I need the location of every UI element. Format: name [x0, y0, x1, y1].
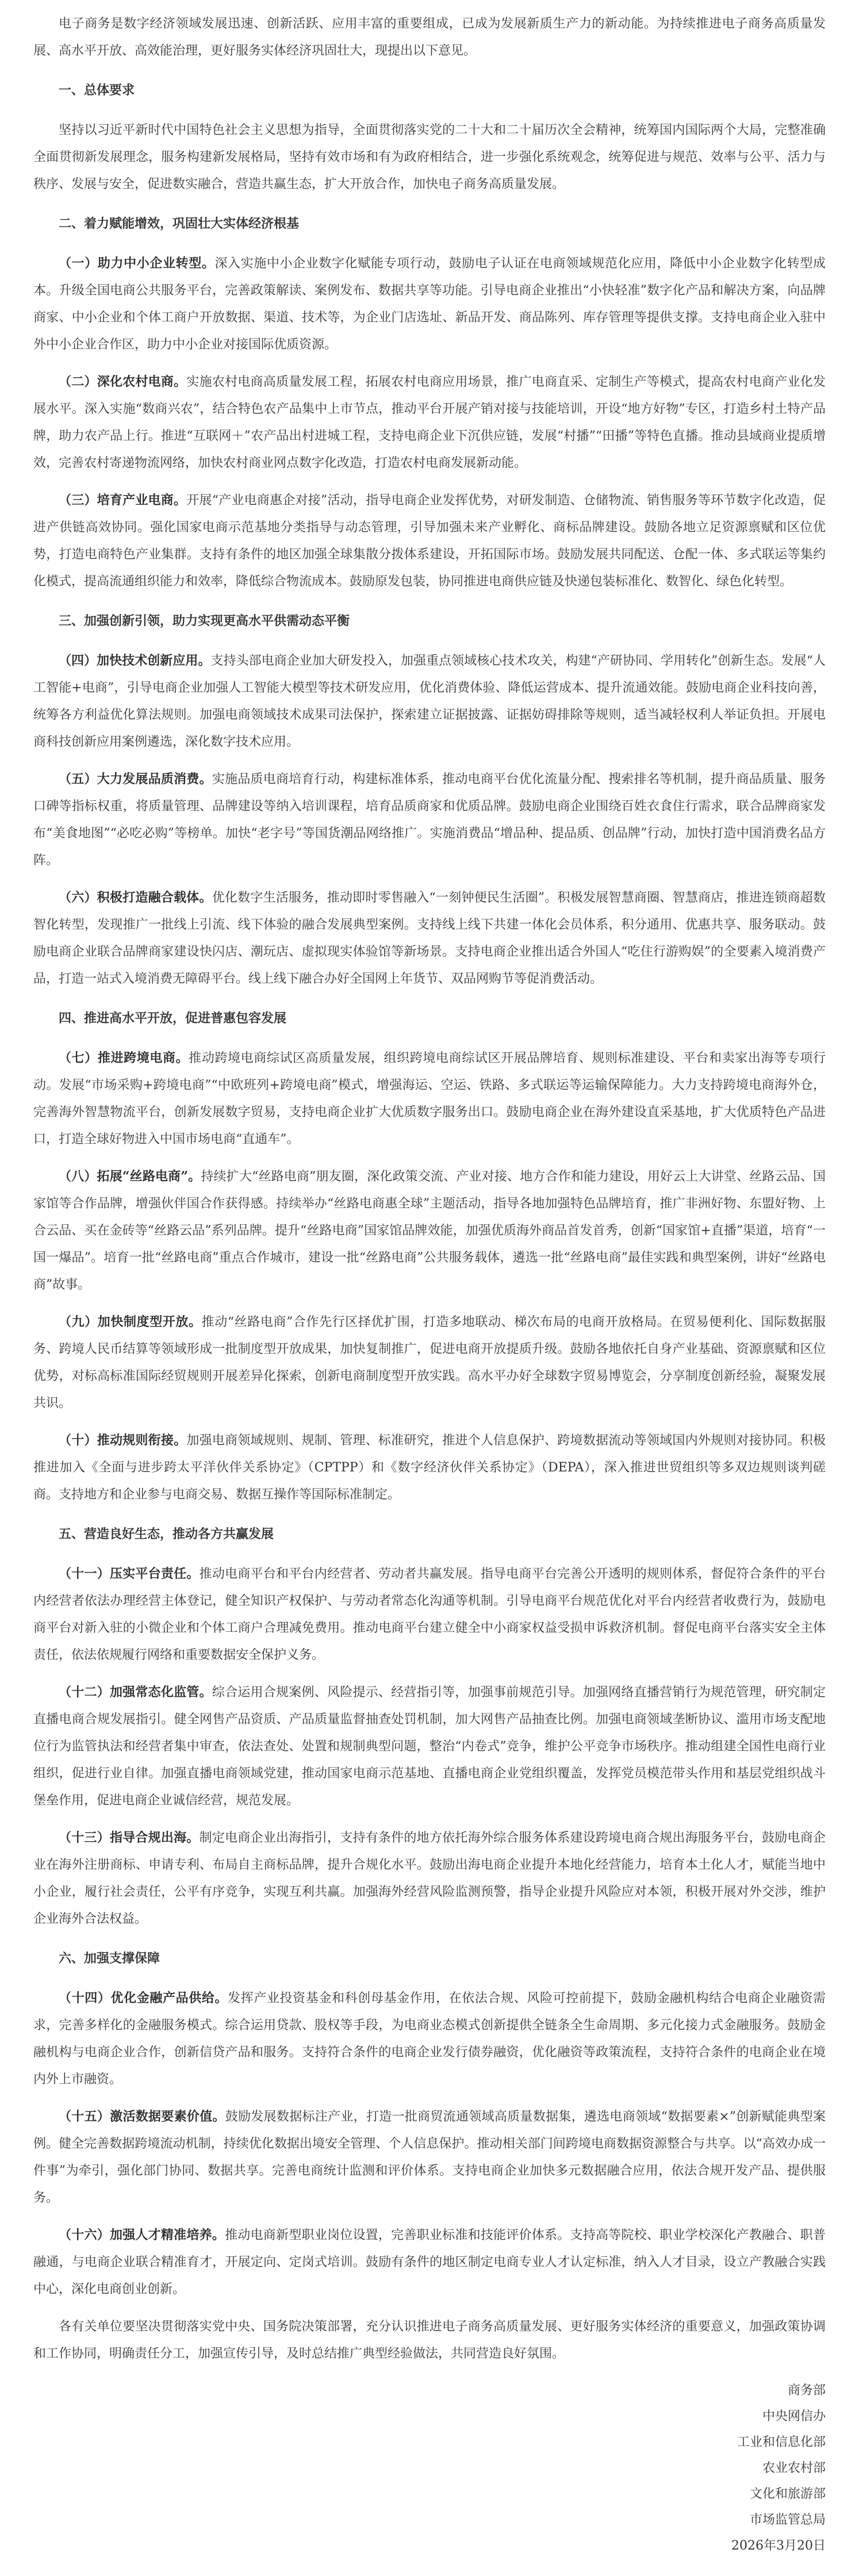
item-label: （一）助力中小企业转型。 — [59, 256, 215, 271]
item-label: （十）推动规则衔接。 — [59, 1433, 187, 1448]
item-label: （九）加快制度型开放。 — [59, 1314, 202, 1329]
paragraph — [33, 1985, 826, 2093]
paragraph-text: 实施农村电商高质量发展工程，拓展农村电商应用场景，推广电商直采、定制生产等模式，提高农村电商产业化发展水平。深入实施“数商兴农”，结合特色农产品集中上市节点，推动平台开展产销对接与技能培训，开设“地方好物”专区，打造乡村土特产品牌，助力农产品上行。推进“互联网＋”农产品出村进城工程，支持电商企业下沉供应链，发展“村播”“田播”等特色直播。推动县域商业提质增效，完善农村寄递物流网络，加快农村商业网点数字化改造，打造农村电商发展新动能。 — [33, 375, 826, 470]
closing-paragraph — [33, 2313, 826, 2367]
paragraph-text: 持续扩大“丝路电商”朋友圈，深化政策交流、产业对接、地方合作和能力建设，用好云上大讲堂、丝路云品、国家馆等合作品牌，增强伙伴国合作获得感。持续举办“丝路电商惠全球”主题活动，指导各地加强特色品牌培育，推广非洲好物、东盟好物、上合云品、买在金砖等“丝路云品”系列品牌。提升“丝路电商”国家馆品牌效能，加强优质海外商品首发首秀，创新“国家馆+直播”渠道，培育“一国一爆品”。培育一批“丝路电商”重点合作城市，建设一批“丝路电商”公共服务载体，遴选一批“丝路电商”最佳实践和典型案例，讲好“丝路电商”故事。 — [33, 1170, 826, 1292]
item-label: （五）大力发展品质消费。 — [59, 772, 212, 787]
section-heading-3: 三、加强创新引领，助力实现更高水平供需动态平衡 — [59, 614, 350, 628]
paragraph — [33, 647, 826, 756]
section-heading-2: 二、着力赋能增效，巩固壮大实体经济根基 — [59, 216, 300, 231]
section-heading-1: 一、总体要求 — [59, 83, 135, 98]
item-label: （三）培育产业电商。 — [59, 493, 187, 508]
paragraph-text: 发挥产业投资基金和科创母基金作用，在依法合规、风险可控前提下，鼓励金融机构结合电商企业融资需求，完善多样化的金融服务模式。综合运用贷款、股权等手段，为电商业态模式创新提供全链条全生命周期、多元化接力式金融服务。鼓励金融机构与电商企业合作，创新信贷产品和服务。支持符合条件的电商企业发行债券融资，优化融资等政策流程，支持符合条件的电商企业在境内外上市融资。 — [33, 1991, 826, 2087]
item-label: （十三）指导合规出海。 — [59, 1830, 200, 1845]
paragraph-text: 加强电商领域规则、规制、管理、标准研究，推进个人信息保护、跨境数据流动等领域国内外规则对接协同。积极推进加入《全面与进步跨太平洋伙伴关系协定》（CPTPP）和《数字经济伙伴关系协定》（DEPA），深入推进世贸组织等多双边规则谈判磋商。支持地方和企业参与电商交易、数据互操作等国际标准制定。 — [33, 1433, 826, 1502]
paragraph — [33, 1824, 826, 1933]
paragraph — [33, 369, 826, 477]
paragraph — [33, 2222, 826, 2303]
intro-paragraph — [33, 10, 826, 64]
item-label: （十五）激活数据要素价值。 — [59, 2109, 225, 2124]
paragraph-text: 实施品质电商培育行动，构建标准体系，推动电商平台优化流量分配、搜索排名等机制，提升商品质量、服务口碑等指标权重，将质量管理、品牌建设等纳入培训课程，培育品质商家和优质品牌。鼓励电商企业围绕百姓衣食住行需求，联合品牌商家发布“美食地图”“必吃必购”等榜单。加快“老字号”等国货潮品网络推广。实施消费品“增品种、提品质、创品牌”行动，加快打造中国消费名品方阵。 — [33, 772, 826, 868]
paragraph — [33, 1163, 826, 1298]
signature-line: 商务部 — [787, 2383, 826, 2398]
paragraph — [33, 1045, 826, 1153]
signature-line: 农业农村部 — [762, 2461, 826, 2475]
signature-line: 中央网信办 — [762, 2409, 826, 2424]
paragraph — [33, 487, 826, 595]
signature-block — [33, 2378, 826, 2559]
paragraph — [33, 1309, 826, 1417]
item-label: （十六）加强人才精准培养。 — [59, 2228, 225, 2242]
paragraph — [33, 1427, 826, 1508]
item-label: （十一）压实平台责任。 — [59, 1566, 200, 1581]
paragraph — [33, 884, 826, 992]
paragraph — [33, 1561, 826, 1669]
paragraph-text: 深入实施中小企业数字化赋能专项行动，鼓励电子认证在电商领域规范化应用，降低中小企业数字化转型成本。升级全国电商公共服务平台，完善政策解读、案例发布、数据共享等功能。引导电商企业推出“小快轻准”数字化产品和解决方案，向品牌商家、中小企业和个体工商户开放数据、渠道、技术等，为企业门店选址、新品开发、商品陈列、库存管理等提供支撑。支持电商企业入驻中外中小企业合作区，助力中小企业对接国际优质资源。 — [33, 256, 826, 352]
paragraph-text: 推动“丝路电商”合作先行区择优扩围，打造多地联动、梯次布局的电商开放格局。在贸易便利化、国际数据服务、跨境人民币结算等领域形成一批制度型开放成果，加快复制推广，促进电商开放提质升级。鼓励各地依托自身产业基础、资源禀赋和区位优势，对标高标准国际经贸规则开展差异化探索，创新电商制度型开放实践。高水平办好全球数字贸易博览会，分享制度创新经验，凝聚发展共识。 — [33, 1315, 826, 1410]
paragraph — [33, 117, 826, 198]
item-label: （七）推进跨境电商。 — [59, 1051, 189, 1065]
paragraph-text: 制定电商企业出海指引，支持有条件的地方依托海外综合服务体系建设跨境电商合规出海服务平台，鼓励电商企业在海外注册商标、申请专利、布局自主商标品牌，提升合规化水平。鼓励出海电商企业提升本地化经营能力，培育本土化人才，赋能当地中小企业，履行社会责任，公平有序竞争，实现互利共赢。加强海外经营风险监测预警，指导企业提升风险应对本领，积极开展对外交涉，维护企业海外合法权益。 — [33, 1831, 826, 1926]
document-date: 2026年3月20日 — [731, 2539, 826, 2553]
paragraph-text: 开展“产业电商惠企对接”活动，指导电商企业发挥优势，对研发制造、仓储物流、销售服务等环节数字化改造，促进产供链高效协同。强化国家电商示范基地分类指导与动态管理，引导加强未来产业孵化、商标品牌建设。鼓励各地立足资源禀赋和区位优势，打造电商特色产业集群。支持有条件的地区加强全球集散分拨体系建设，开拓国际市场。鼓励发展共同配送、仓配一体、多式联运等集约化模式，提高流通组织能力和效率，降低综合物流成本。鼓励原发包装，协同推进电商供应链及快递包装标准化、数智化、绿色化转型。 — [33, 493, 826, 589]
signature-line: 市场监管总局 — [749, 2513, 826, 2527]
signature-line: 文化和旅游部 — [749, 2487, 826, 2501]
paragraph-text: 鼓励发展数据标注产业，打造一批商贸流通领域高质量数据集，遴选电商领域“数据要素×”创新赋能典型案例。健全完善数据跨境流动机制，持续优化数据出境安全管理、个人信息保护。推动相关部门间跨境电商数据资源整合与共享。以“高效办成一件事”为牵引，强化部门协同、数据共享。完善电商统计监测和评价体系。支持电商企业加快多元数据融合应用，依法合规开发产品、提供服务。 — [33, 2110, 826, 2205]
item-label: （六）积极打造融合载体。 — [59, 890, 212, 905]
paragraph-text: 推动电商新型职业岗位设置，完善职业标准和技能评价体系。支持高等院校、职业学校深化产教融合、职普融通，与电商企业联合精准育才，开展定向、定岗式培训。鼓励有条件的地区制定电商专业人才认定标准，纳入人才目录，设立产教融合实践中心，深化电商创业创新。 — [33, 2228, 826, 2297]
signature-line: 工业和信息化部 — [737, 2435, 826, 2450]
section-heading-6: 六、加强支撑保障 — [59, 1951, 160, 1966]
paragraph-text: 坚持以习近平新时代中国特色社会主义思想为指导，全面贯彻落实党的二十大和二十届历次全会精神，统筹国内国际两个大局，完整准确全面贯彻新发展理念，服务构建新发展格局，坚持有效市场和有为政府相结合，进一步强化系统观念，统筹促进与规范、效率与公平、活力与秩序、发展与安全，促进数实融合，营造共赢生态，扩大开放合作，加快电子商务高质量发展。 — [33, 123, 826, 191]
section-heading-4: 四、推进高水平开放，促进普惠包容发展 — [59, 1011, 287, 1026]
paragraph-text: 综合运用合规案例、风险提示、经营指引等，加强事前规范引导。加强网络直播营销行为规范管理，研究制定直播电商合规发展指引。健全网售产品资质、产品质量监督抽查处罚机制，加大网售产品抽查比例。加强电商领域垄断协议、滥用市场支配地位行为监管执法和经营者集中审查，依法查处、处置和规制典型问题，整治“内卷式”竞争，维护公平竞争市场秩序。推动组建全国性电商行业组织，促进行业自律。加强直播电商领域党建，推动国家电商示范基地、直播电商企业党组织覆盖，发挥党员模范带头作用和基层党组织战斗堡垒作用，促进电商企业诚信经营，规范发展。 — [33, 1685, 826, 1808]
item-label: （十二）加强常态化监管。 — [59, 1685, 212, 1700]
paragraph — [33, 766, 826, 874]
item-label: （二）深化农村电商。 — [59, 374, 187, 389]
item-label: （十四）优化金融产品供给。 — [59, 1991, 228, 2006]
item-label: （四）加快技术创新应用。 — [59, 653, 211, 668]
paragraph-text: 推动电商平台和平台内经营者、劳动者共赢发展。指导电商平台完善公开透明的规则体系，督促符合条件的平台内经营者依法办理经营主体登记，健全知识产权保护、与劳动者常态化沟通等机制。引导电商平台规范优化对平台内经营者收费行为，鼓励电商平台对新入驻的小微企业和个体工商户合理减免费用。推动电商平台建立健全中小商家权益受损申诉救济机制。督促电商平台落实安全主体责任，依法依规履行网络和重要数据安全保护义务。 — [33, 1567, 826, 1662]
section-heading-5: 五、营造良好生态，推动各方共赢发展 — [59, 1527, 274, 1542]
paragraph-text: 支持头部电商企业加大研发投入，加强重点领域核心技术攻关，构建“产研协同、学用转化”创新生态。发展“人工智能+电商”，引导电商企业加强人工智能大模型等技术研发应用，优化消费体验、降低运营成本、提升流通效能。鼓励电商企业科技向善，统筹各方利益优化算法规则。加强电商领域技术成果司法保护，探索建立证据披露、证据妨碍排除等规则，适当减轻权利人举证负担。开展电商科技创新应用案例遴选，深化数字技术应用。 — [33, 654, 826, 749]
paragraph-text: 推动跨境电商综试区高质量发展，组织跨境电商综试区开展品牌培育、规则标准建设、平台和卖家出海等专项行动。发展“市场采购+跨境电商”“中欧班列+跨境电商”模式，增强海运、空运、铁路、多式联运等运输保障能力。大力支持跨境电商海外仓，完善海外智慧物流平台，创新发展数字贸易，支持电商企业扩大优质数字服务出口。鼓励电商企业在海外建设直采基地，扩大优质特色产品进口，打造全球好物进入中国市场电商“直通车”。 — [33, 1051, 826, 1147]
paragraph — [33, 1679, 826, 1814]
paragraph-text: 优化数字生活服务，推动即时零售融入“一刻钟便民生活圈”。积极发展智慧商圈、智慧商店，推进连锁商超数智化转型，发现推广一批线上引流、线下体验的融合发展典型案例。支持线上线下共建一体化会员体系，积分通用、优惠共享、服务联动。鼓励电商企业联合品牌商家建设快闪店、潮玩店、虚拟现实体验馆等新场景。支持电商企业推出适合外国人“吃住行游购娱”的全要素入境消费产品，打造一站式入境消费无障碍平台。线上线下融合办好全国网上年货节、双品网购节等促消费活动。 — [33, 891, 826, 986]
paragraph — [33, 250, 826, 358]
paragraph — [33, 2103, 826, 2211]
intro-text: 电子商务是数字经济领域发展迅速、创新活跃、应用丰富的重要组成，已成为发展新质生产力的新动能。为持续推进电子商务高质量发展、高水平开放、高效能治理，更好服务实体经济巩固壮大，现提出以下意见。 — [33, 17, 826, 58]
item-label: （八）拓展“丝路电商”。 — [59, 1169, 201, 1184]
closing-text: 各有关单位要坚决贯彻落实党中央、国务院决策部署，充分认识推进电子商务高质量发展、更好服务实体经济的重要意义，加强政策协调和工作协同，明确责任分工，加强宣传引导，及时总结推广典型经验做法，共同营造良好氛围。 — [33, 2320, 826, 2361]
